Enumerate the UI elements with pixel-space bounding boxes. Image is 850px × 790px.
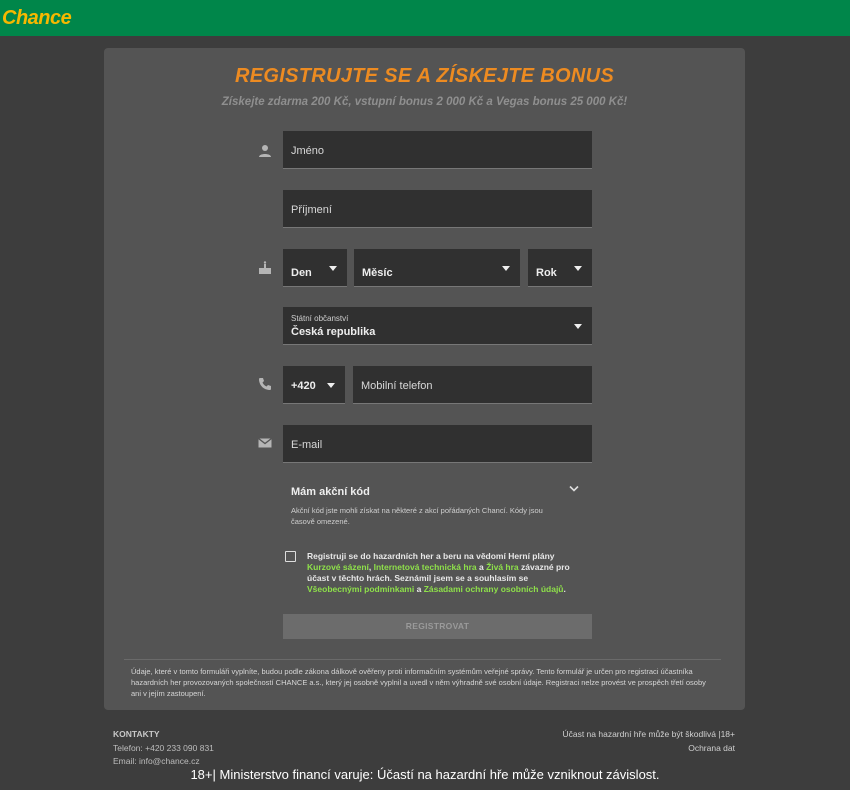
link-kurzove-sazeni[interactable]: Kurzové sázení	[307, 562, 369, 572]
divider	[124, 659, 721, 660]
contact-phone[interactable]: Telefon: +420 233 090 831	[113, 742, 214, 753]
privacy-link[interactable]: Ochrana dat	[688, 742, 735, 753]
consent-text-part: a	[476, 562, 487, 572]
day-select[interactable]	[283, 249, 347, 287]
last-name-placeholder: Příjmení	[291, 204, 332, 216]
first-name-field[interactable]	[283, 131, 592, 169]
promo-code-toggle[interactable]: Mám akční kód	[291, 486, 370, 498]
birthday-cake-icon	[257, 260, 273, 276]
link-ochrana-osobnich-udaju[interactable]: Zásadami ochrany osobních údajů	[423, 584, 564, 594]
month-select[interactable]	[354, 249, 520, 287]
month-label: Měsíc	[362, 267, 393, 279]
first-name-placeholder: Jméno	[291, 145, 325, 157]
form-subtitle: Získejte zdarma 200 Kč, vstupní bonus 2 000 Kč a Vegas bonus 25 000 Kč!	[221, 96, 628, 108]
footer-legal	[562, 728, 735, 755]
chevron-down-icon	[574, 266, 582, 271]
consent-text-part: a	[414, 584, 424, 594]
person-icon	[257, 143, 273, 159]
contacts-heading: KONTAKTY	[113, 729, 160, 739]
ministry-warning: 18+| Ministerstvo financí varuje: Účastí na hazardní hře může vzniknout závislost.	[190, 767, 660, 782]
registration-card	[104, 48, 745, 710]
last-name-field[interactable]	[283, 190, 592, 228]
consent-text-part: Registruji se do hazardních her a beru na vědomí Herní plány	[307, 551, 555, 561]
chevron-down-icon	[327, 383, 335, 388]
chevron-down-icon	[574, 324, 582, 329]
citizenship-label: Státní občanství	[291, 314, 349, 323]
form-title: REGISTRUJTE SE A ZÍSKEJTE BONUS	[235, 65, 614, 87]
consent-text-part: .	[563, 584, 566, 594]
citizenship-value: Česká republika	[291, 326, 376, 338]
consent-text-part: ,	[368, 562, 374, 572]
promo-description: Akční kód jste mohli získat na některé z akcí pořádaných Chancí. Kódy jsou časově omezené.	[291, 506, 543, 526]
email-placeholder: E-mail	[291, 439, 323, 451]
phone-input[interactable]	[353, 366, 592, 404]
chance-logo[interactable]: Chance	[2, 7, 72, 29]
mail-icon	[257, 435, 273, 451]
chevron-down-icon	[502, 266, 510, 271]
consent-text-part: závazné pro účast v těchto hrách. Seznámil jsem se a souhlasím se	[307, 562, 570, 583]
footer-contacts	[113, 728, 214, 769]
link-internetova-technicka-hra[interactable]: Internetová technická hra	[373, 562, 477, 572]
link-ziva-hra[interactable]: Živá hra	[486, 562, 519, 572]
register-button[interactable]: REGISTROVAT	[283, 614, 592, 639]
legal-disclaimer: Údaje, které v tomto formuláři vyplníte, budou podle zákona dálkově ověřeny proti informačním systémům veřejné správy. Tento formulář je určen pro registraci účastníka hazardních her provozovaných společností CHANCE a.s., který jej osobně vyplnil a uvedl v něm výhradně své osobní údaje. Registraci nelze provést ve prospěch třetí osoby ani v jejím zastoupení.	[131, 667, 706, 698]
phone-prefix-value: +420	[291, 380, 316, 392]
phone-prefix-select[interactable]	[283, 366, 345, 404]
chevron-down-icon[interactable]	[569, 485, 579, 493]
year-select[interactable]	[528, 249, 592, 287]
chevron-down-icon	[329, 266, 337, 271]
year-label: Rok	[536, 267, 557, 279]
consent-text	[307, 551, 582, 595]
citizenship-select[interactable]	[283, 307, 592, 345]
top-bar	[0, 0, 850, 36]
consent-checkbox[interactable]	[285, 551, 296, 562]
contact-email[interactable]: Email: info@chance.cz	[113, 756, 200, 766]
gambling-warning-short: Účast na hazardní hře může být škodlivá |18+	[562, 729, 735, 739]
phone-placeholder: Mobilní telefon	[361, 380, 433, 392]
link-vseobecne-podminky[interactable]: Všeobecnými podmínkami	[307, 584, 415, 594]
phone-icon	[257, 376, 273, 392]
day-label: Den	[291, 267, 312, 279]
email-input[interactable]	[283, 425, 592, 463]
